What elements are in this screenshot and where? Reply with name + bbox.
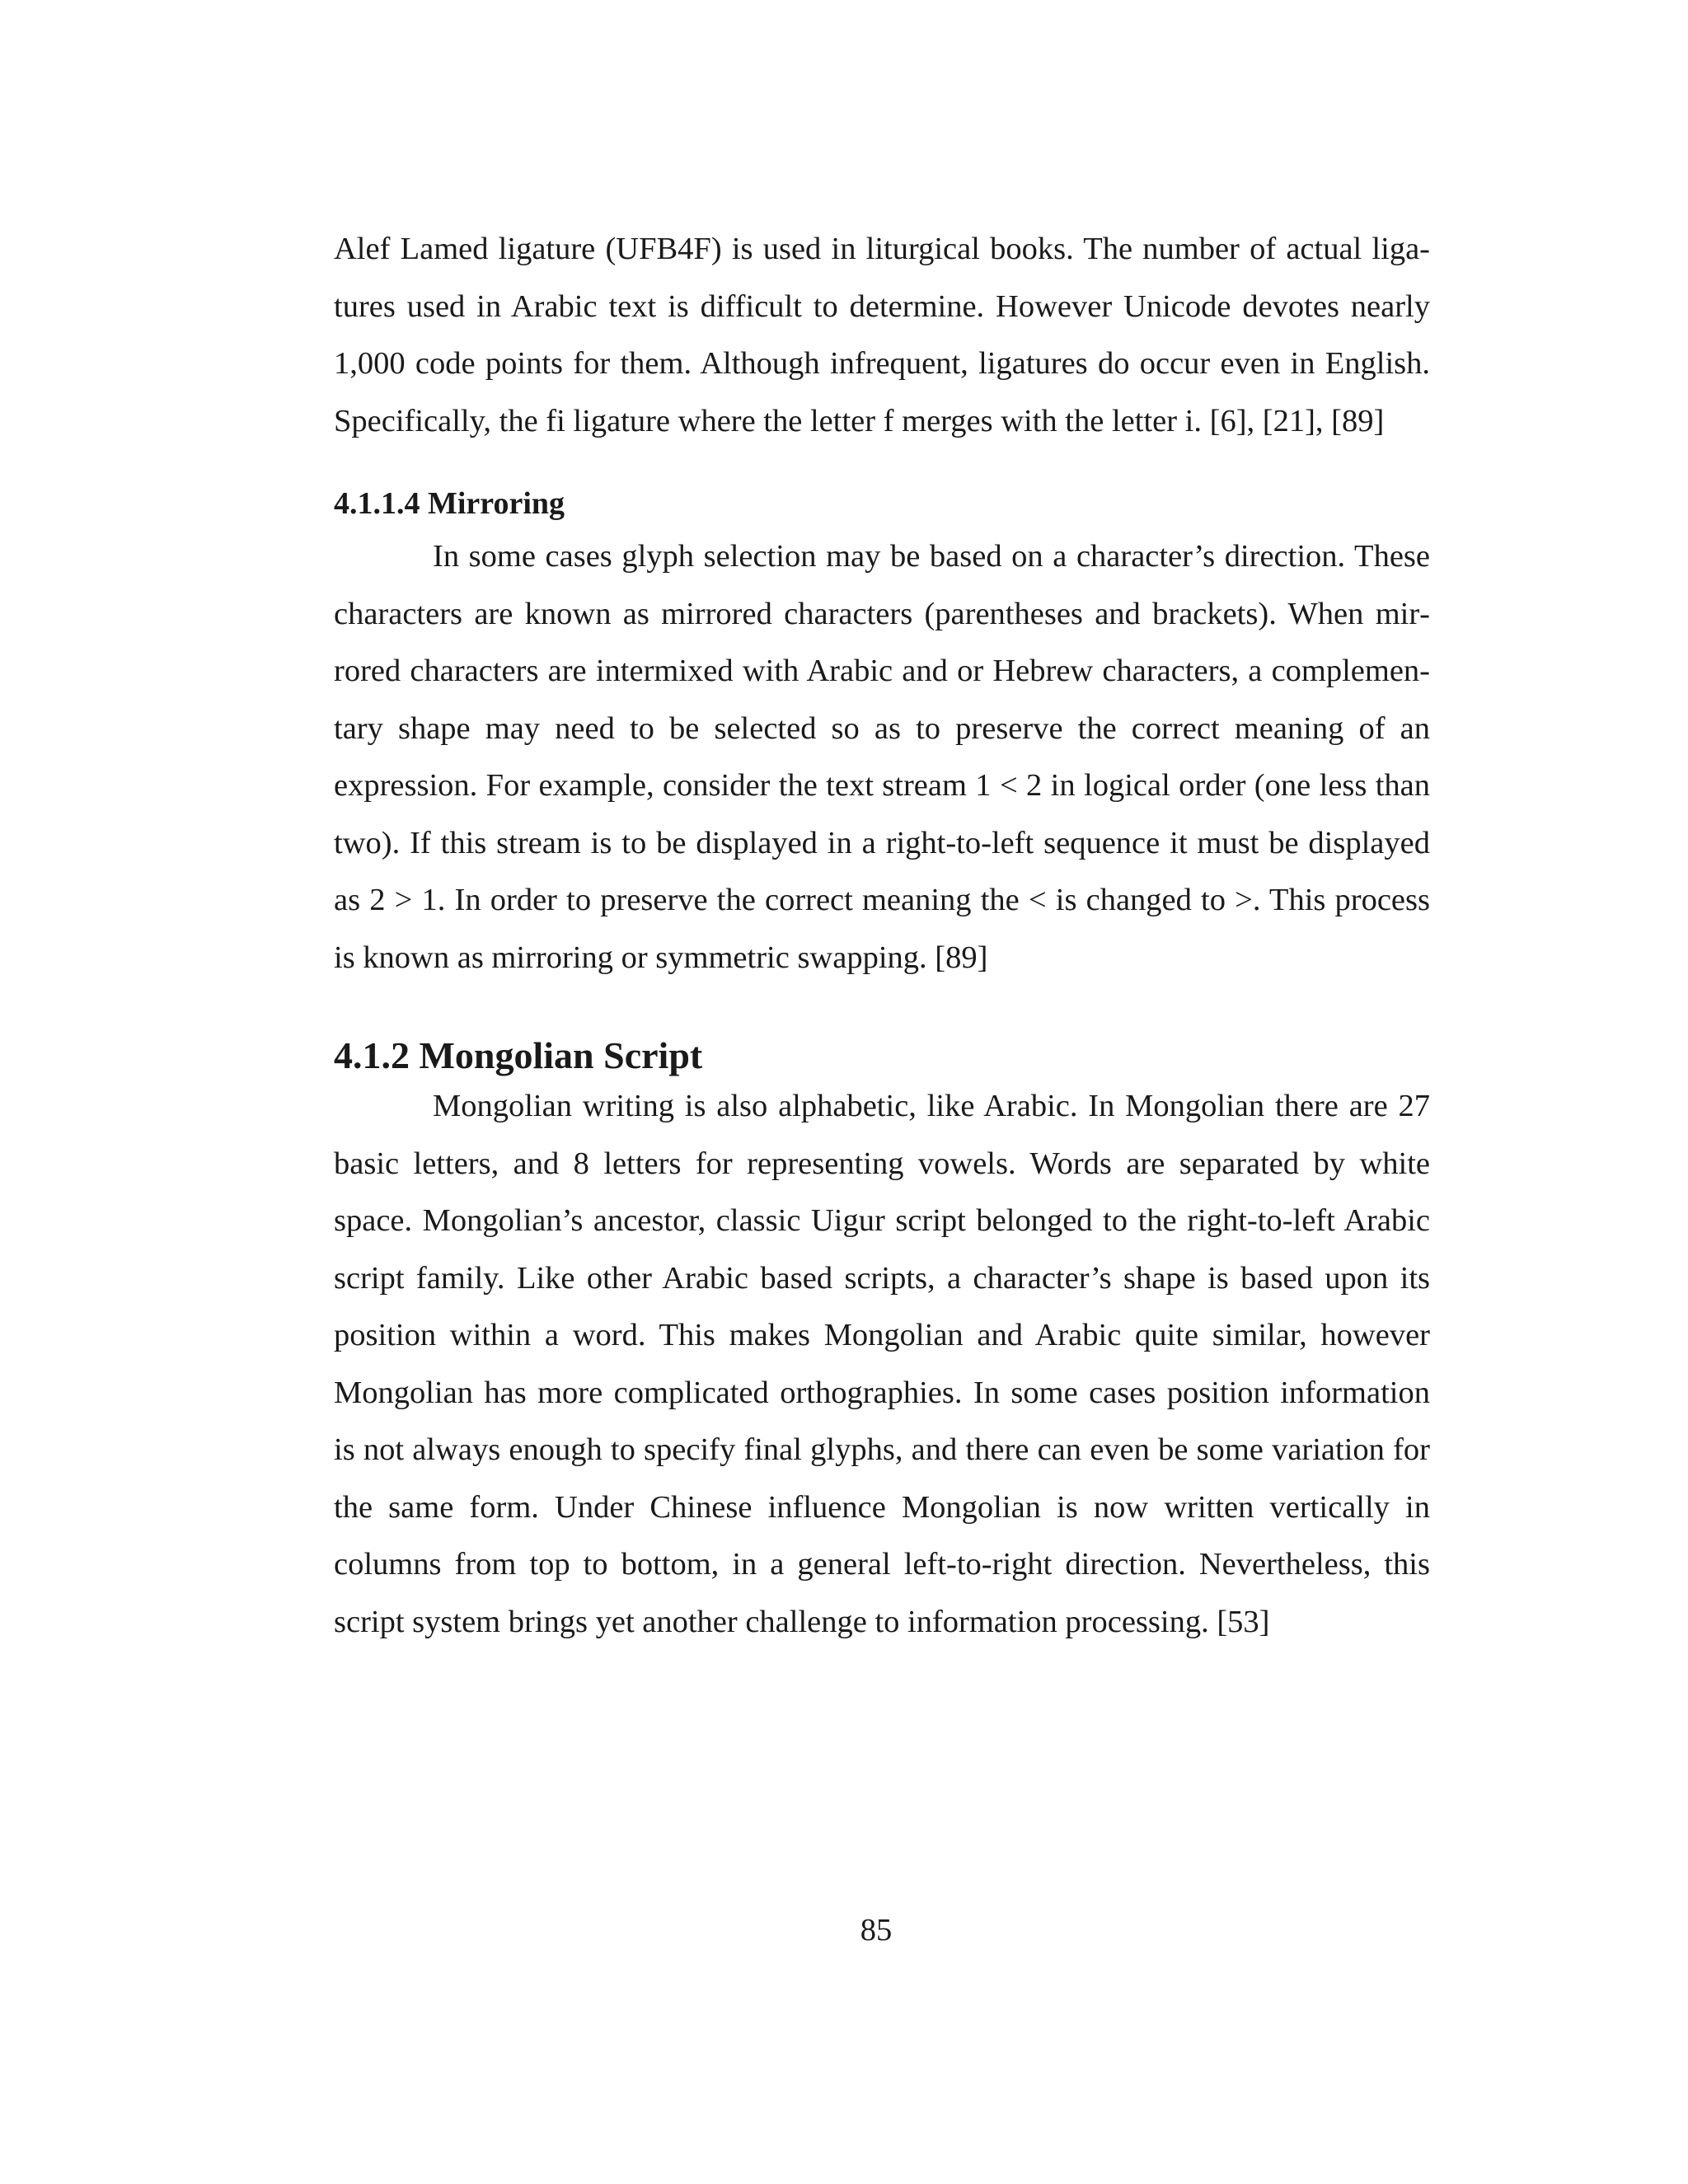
- intro-paragraph: Alef Lamed ligature (UFB4F) is used in liturgical books. The number of actual ligatures used in Arabic text is difficult to determine. However Unicode devotes nearly 1,000 code points for them. Although infrequent, ligatures do occur even in English. Specifically, the fi ligature where the letter f merges with the letter i. [6], [21], [89]: [334, 232, 1430, 438]
- section-heading-mongolian-script: 4.1.2 Mongolian Script: [334, 1034, 703, 1076]
- page-number: 85: [860, 1913, 893, 1947]
- mirroring-paragraph: In some cases glyph selection may be based on a character’s direction. These characters are known as mirrored characters (parentheses and brackets). When mirrored characters are intermixed with Arabic and or Hebrew characters, a complementary shape may need to be selected so as to preserve the correct meaning of an expression. For example, consider the text stream 1 < 2 in logical order (one less than two). If this stream is to be displayed in a right-to-left sequence it must be displayed as 2 > 1. In order to preserve the correct meaning the < is changed to >. This process is known as mirroring or symmetric swapping. [89]: [334, 539, 1430, 975]
- section-heading-mirroring: 4.1.1.4 Mirroring: [334, 486, 565, 521]
- mongolian-paragraph: Mongolian writing is also alphabetic, like Arabic. In Mongolian there are 27 basic letters, and 8 letters for representing vowels. Words are separated by white space. Mongolian’s ancestor, classic Uigur script belonged to the right-to-left Arabic script family. Like other Arabic based scripts, a character’s shape is based upon its position within a word. This makes Mongolian and Arabic quite similar, however Mongolian has more complicated orthographies. In some cases position information is not always enough to specify final glyphs, and there can even be some variation for the same form. Under Chinese influence Mongolian is now written vertically in columns from top to bottom, in a general left-to-right direction. Nevertheless, this script system brings yet another challenge to information processing. [53]: [334, 1089, 1430, 1639]
- page-body: [334, 221, 1430, 1651]
